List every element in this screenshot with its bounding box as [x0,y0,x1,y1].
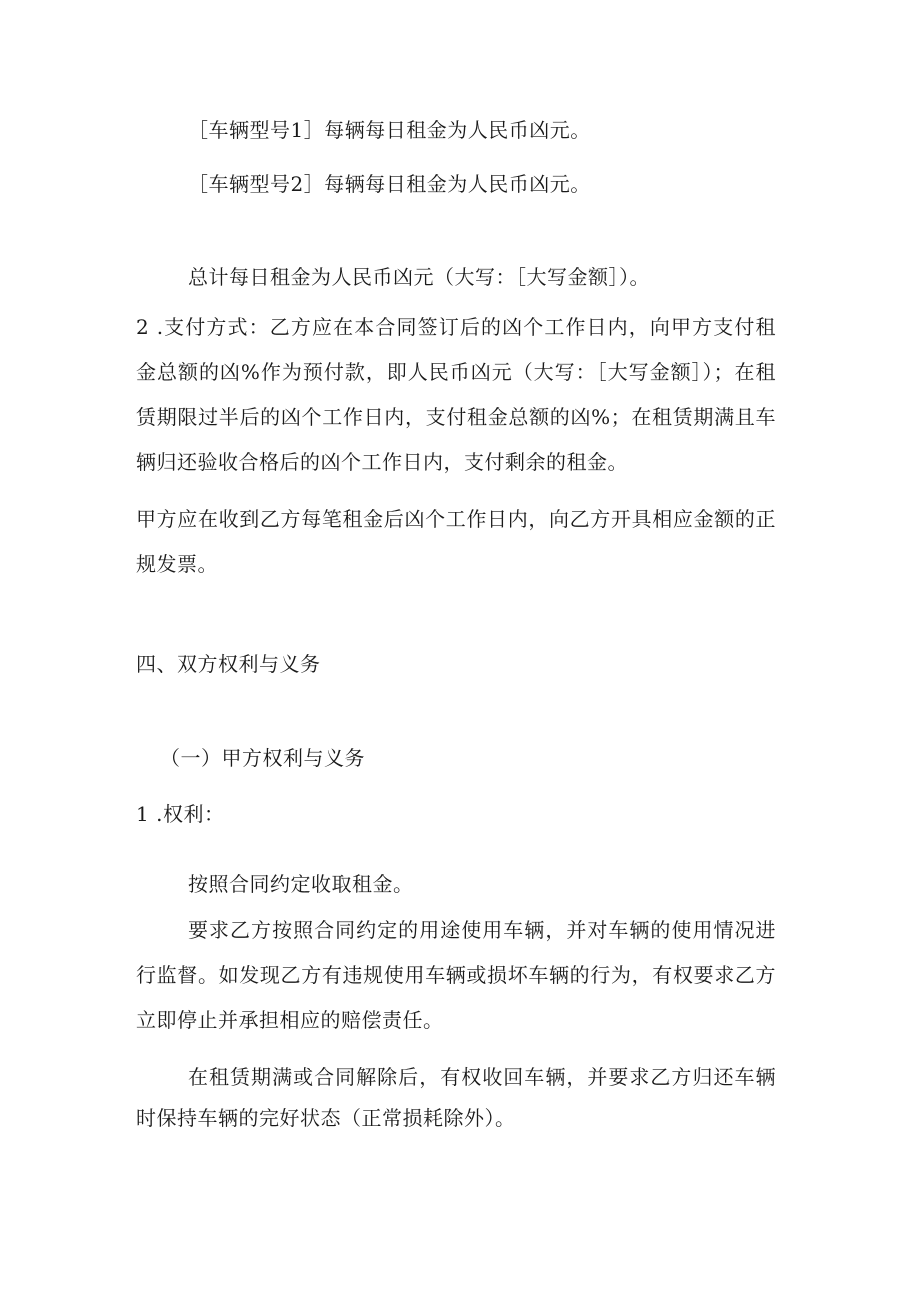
right-item-3: 在租赁期满或合同解除后，有权收回车辆，并要求乙方归还车辆时保持车辆的完好状态（正常损耗除外）。 [136,1065,776,1130]
payment-paragraph [136,305,776,485]
payment-number: 2 [136,315,150,339]
rent-line-model2: ［车辆型号2］每辆每日租金为人民币凶元。 [188,172,591,196]
rent-total-line: 总计每日租金为人民币凶元（大写：［大写金额］）。 [188,265,650,289]
right-item-2: 要求乙方按照合同约定的用途使用车辆，并对车辆的使用情况进行监督。如发现乙方有违规使用车辆或损坏车辆的行为，有权要求乙方立即停止并承担相应的赔偿责任。 [136,918,776,1032]
subsection-title: （一）甲方权利与义务 [160,746,365,770]
rent-line-model1: ［车辆型号1］每辆每日租金为人民币凶元。 [188,118,591,142]
right-item-1: 按照合同约定收取租金。 [188,872,414,896]
rights-heading: 1 .权利： [136,802,225,826]
payment-text: .支付方式：乙方应在本合同签订后的凶个工作日内，向甲方支付租金总额的凶%作为预付款，即人民币凶元（大写：［大写金额］）；在租赁期限过半后的凶个工作日内，支付租金总额的凶%；在租赁期满且车辆归还验收合格后的凶个工作日内，支付剩余的租金。 [136,315,776,474]
invoice-paragraph: 甲方应在收到乙方每笔租金后凶个工作日内，向乙方开具相应金额的正规发票。 [136,507,776,576]
section-title: 四、双方权利与义务 [136,652,321,676]
